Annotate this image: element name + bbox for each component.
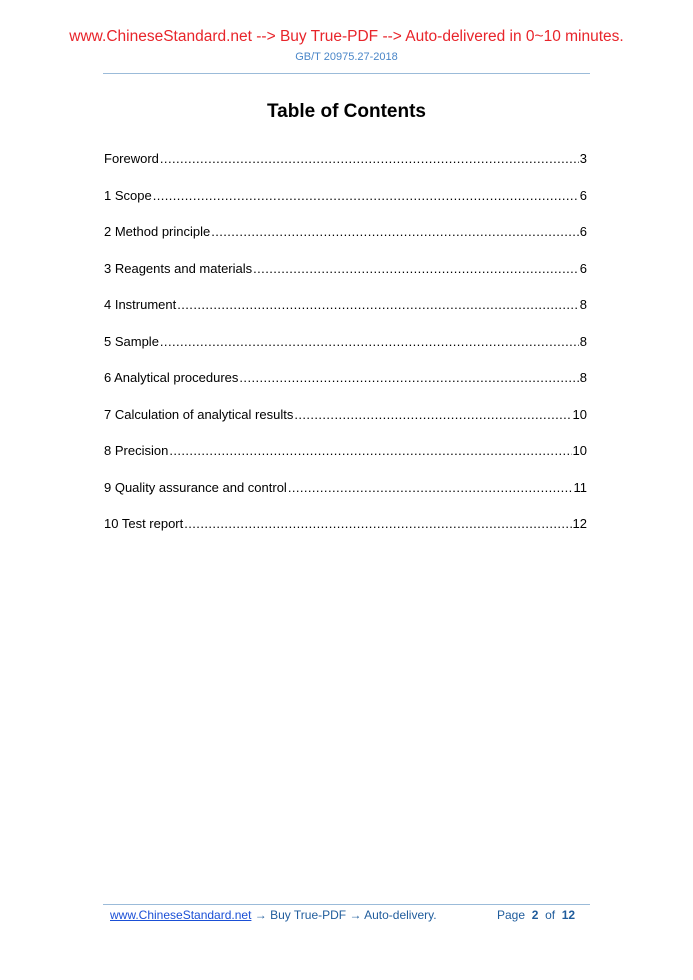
toc-entry-page: 8 [579,370,587,385]
current-page-number: 2 [531,908,539,922]
toc-entry-label: 1 Scope [104,187,152,203]
toc-dot-leader [288,479,573,496]
table-of-contents [104,150,587,552]
toc-entry-page: 6 [579,187,587,203]
toc-entry-sample[interactable] [104,333,587,370]
toc-entry-label: 10 Test report [104,516,184,531]
toc-entry-page: 10 [572,406,587,422]
toc-entry-scope[interactable] [104,187,587,224]
toc-entry-page: 12 [572,516,587,531]
page-indicator [497,908,575,922]
toc-dot-leader [160,333,579,350]
footer-website-link[interactable]: www.ChineseStandard.net [110,908,252,922]
toc-entry-page: 8 [579,297,587,312]
total-page-count: 12 [561,908,576,922]
page-word: Page [497,908,526,922]
toc-dot-leader [177,296,579,313]
page-footer [110,908,580,922]
toc-entry-page: 6 [579,224,587,239]
toc-dot-leader [184,515,571,532]
toc-dot-leader [294,406,571,423]
toc-entry-page: 6 [579,260,587,276]
toc-entry-page: 11 [573,479,587,495]
toc-dot-leader [160,150,579,167]
toc-entry-method-principle[interactable] [104,223,587,260]
toc-title: Table of Contents [266,101,427,122]
toc-entry-label: 3 Reagents and materials [104,260,253,276]
toc-dot-leader [253,260,579,277]
toc-entry-page: 10 [572,443,587,458]
toc-entry-label: 7 Calculation of analytical results [104,406,294,422]
header-divider [103,73,590,74]
of-word: of [545,908,556,922]
toc-entry-label: 5 Sample [104,333,159,349]
toc-entry-label: 2 Method principle [104,224,211,239]
toc-entry-label: Foreword [104,151,159,166]
toc-entry-calculation-of-results[interactable] [104,406,587,443]
toc-entry-reagents-and-materials[interactable] [104,260,587,297]
footer-promo-text: → Buy True-PDF → Auto-delivery. [251,908,437,922]
toc-entry-label: 9 Quality assurance and control [104,479,287,495]
toc-dot-leader [153,187,579,204]
toc-entry-label: 6 Analytical procedures [104,370,239,385]
toc-entry-instrument[interactable] [104,296,587,333]
toc-dot-leader [211,223,579,240]
toc-entry-test-report[interactable] [104,515,587,552]
document-number: GB/T 20975.27-2018 [295,51,398,63]
toc-entry-page: 3 [579,151,587,166]
toc-dot-leader [169,442,571,459]
toc-entry-quality-assurance[interactable] [104,479,587,516]
toc-dot-leader [239,369,578,386]
toc-entry-foreword[interactable] [104,150,587,187]
toc-entry-page: 8 [579,333,587,349]
toc-entry-analytical-procedures[interactable] [104,369,587,406]
footer-divider [103,904,590,905]
header-banner: www.ChineseStandard.net --> Buy True-PDF --> Auto-delivered in 0~10 minutes. [69,28,624,45]
toc-entry-label: 4 Instrument [104,297,177,312]
toc-entry-precision[interactable] [104,442,587,479]
toc-entry-label: 8 Precision [104,443,169,458]
